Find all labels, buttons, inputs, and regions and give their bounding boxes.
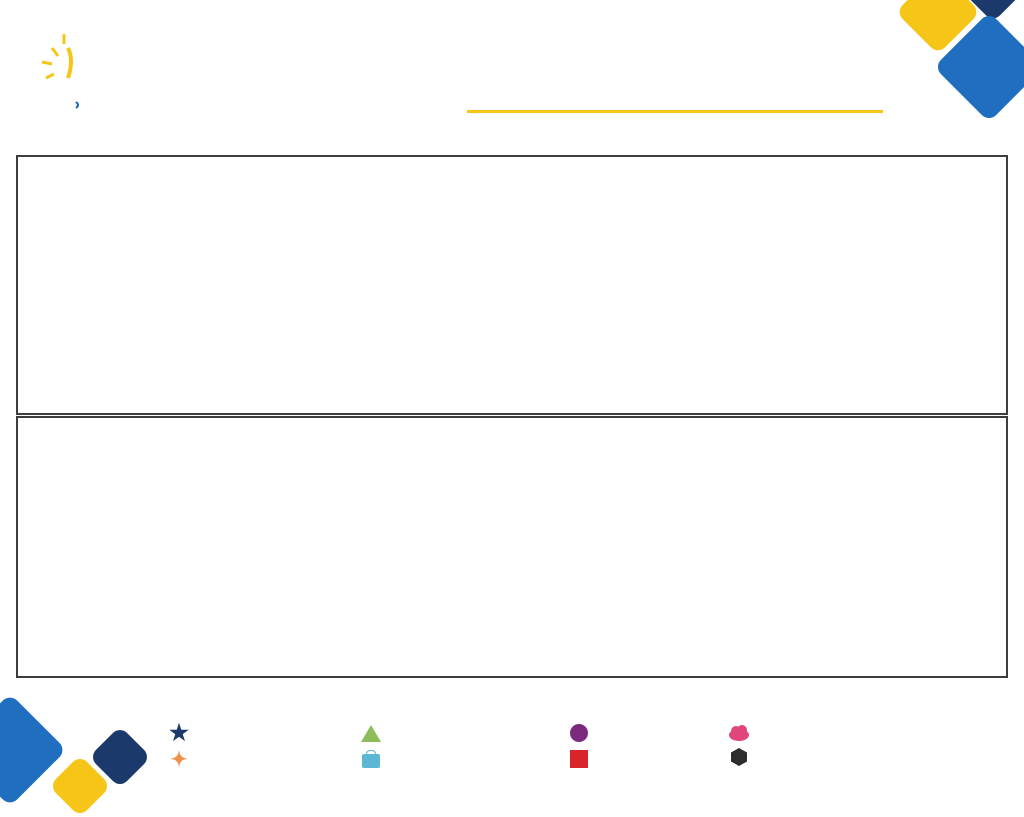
- key-first-last-day: [168, 720, 196, 745]
- subtitle-underline: [467, 110, 883, 113]
- key-early-release: [568, 723, 596, 743]
- circle-icon: [568, 723, 590, 743]
- cloud-icon: [728, 723, 750, 743]
- star-icon: ★: [169, 720, 189, 745]
- calendar-second-half: [16, 416, 1008, 678]
- key-student-family-engagement: [728, 747, 868, 767]
- key-teacher-work-days: [168, 749, 196, 769]
- key-end-of-quarter: [568, 749, 596, 769]
- sun-icon: [38, 30, 98, 110]
- sparkle-icon: ✦: [170, 748, 188, 771]
- triangle-icon: [360, 723, 382, 743]
- key-professional-development: [360, 723, 388, 743]
- hexagon-icon: [728, 747, 750, 767]
- key-district-vacations: [360, 749, 388, 769]
- gift-icon: [360, 749, 382, 769]
- calendar-first-half: [16, 155, 1008, 415]
- idea-logo: [38, 30, 198, 120]
- square-icon: [568, 749, 590, 769]
- key-bad-weather: [728, 723, 756, 743]
